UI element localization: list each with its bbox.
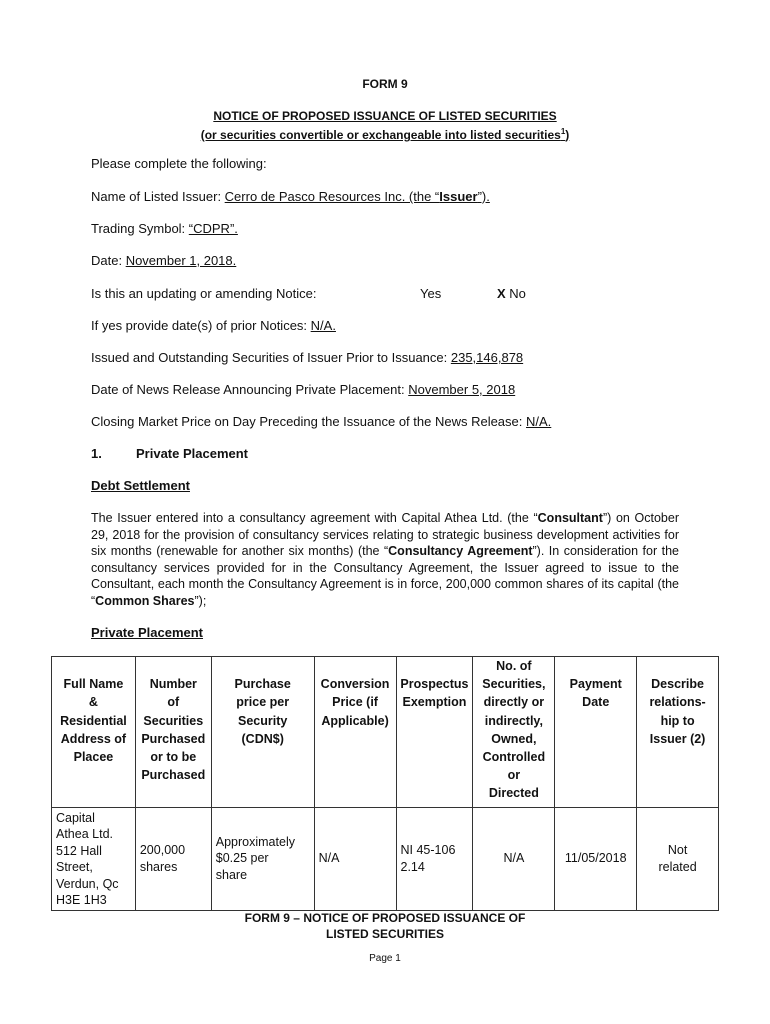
table-row: [52, 807, 719, 910]
header-cell-name: [52, 657, 136, 808]
placees-table: [51, 656, 719, 911]
news-value: November 5, 2018: [408, 382, 516, 397]
symbol-label: Trading Symbol:: [91, 221, 189, 236]
header-line: Exemption: [402, 695, 467, 710]
footer-line-2: LISTED SECURITIES: [325, 927, 444, 941]
outstanding-value: 235,146,878: [450, 350, 524, 365]
no-label: No: [509, 286, 526, 301]
para-part-3: ”). In consideration for the consultancy services provided for in the Consultancy Agreement, the Issuer agreed to issue to the Consultant, each month the Consultancy Agreement is in force, 200,000 common shares of its capital (the “: [91, 544, 679, 608]
header-line: Directed: [488, 786, 539, 801]
debt-settlement-heading: Debt Settlement: [91, 478, 190, 493]
date-field: [91, 253, 236, 269]
header-cell-number: [135, 657, 211, 808]
date-value: November 1, 2018.: [125, 253, 237, 268]
outstanding-label: Issued and Outstanding Securities of Issuer Prior to Issuance:: [91, 350, 451, 365]
closing-label: Closing Market Price on Day Preceding the Issuance of the News Release:: [91, 414, 526, 429]
no-checkmark: X: [497, 286, 506, 301]
header-line: No. of: [496, 659, 532, 673]
issuer-value: [225, 189, 490, 204]
header-line: Issuer (2): [649, 731, 706, 746]
header-line: Price (if: [332, 695, 378, 710]
header-line: Purchased: [141, 768, 206, 783]
number-line: 200,000: [139, 843, 186, 858]
cell-relationship: [637, 807, 719, 910]
cell-payment-date: 11/05/2018: [555, 807, 637, 910]
header-line: Number: [149, 677, 197, 692]
page-number: Page 1: [369, 953, 401, 964]
news-release-field: [91, 382, 515, 398]
term-consultancy-agreement: Consultancy Agreement: [388, 544, 533, 558]
symbol-value: “CDPR”.: [188, 221, 238, 236]
cell-placee: [52, 807, 136, 910]
debt-settlement-paragraph: [91, 510, 679, 609]
para-part-4: ”);: [194, 593, 207, 608]
header-line: Securities,: [482, 677, 546, 692]
header-line: hip to: [660, 713, 695, 728]
header-line: Full Name: [63, 677, 124, 692]
placee-line: 512 Hall: [56, 843, 102, 858]
header-cell-payment: [555, 657, 637, 808]
date-label: Date:: [91, 253, 126, 268]
prior-value: N/A.: [310, 318, 336, 333]
prior-label: If yes provide date(s) of prior Notices:: [91, 318, 311, 333]
footnote-ref: 1: [560, 127, 566, 136]
exemption-line: NI 45-106: [400, 843, 456, 858]
private-placement-heading: Private Placement: [91, 625, 204, 640]
closing-value: N/A.: [526, 414, 552, 429]
section-number: 1.: [91, 446, 102, 461]
price-line: Approximately: [215, 834, 295, 849]
news-label: Date of News Release Announcing Private Placement:: [91, 382, 409, 397]
exemption-line: 2.14: [400, 859, 425, 874]
placee-line: Verdun, Qc: [56, 876, 119, 891]
issuer-defined-term: Issuer: [439, 189, 478, 204]
header-line: Applicable): [321, 713, 389, 728]
cell-number: [135, 807, 211, 910]
header-line: indirectly,: [484, 713, 543, 728]
subtitle-close: ): [565, 128, 570, 142]
header-line: directly or: [483, 695, 545, 710]
issuer-value-pre: Cerro de Pasco Resources Inc. (the “: [224, 189, 440, 204]
price-line: $0.25 per: [215, 851, 269, 866]
header-cell-owned: [473, 657, 555, 808]
header-line: Controlled: [482, 750, 546, 765]
header-line: Owned,: [491, 731, 537, 746]
page-subtitle: [0, 124, 770, 143]
relationship-line: Not: [667, 843, 688, 858]
placee-line: Capital: [56, 810, 95, 825]
closing-price-field: [91, 414, 551, 430]
table-header-row: [52, 657, 719, 808]
header-line: Prospectus: [400, 677, 469, 692]
no-option: [497, 286, 526, 302]
header-line: or: [507, 768, 521, 783]
para-part-1: The Issuer entered into a consultancy agreement with Capital Athea Ltd. (the “: [91, 511, 538, 525]
issuer-field: [91, 189, 490, 205]
header-line: or to be: [150, 750, 197, 765]
header-line: Date: [582, 695, 610, 710]
header-line: Conversion: [320, 677, 390, 692]
relationship-line: related: [658, 859, 697, 874]
subtitle-text: (or securities convertible or exchangeable into listed securities: [200, 128, 561, 142]
header-line: Securities: [143, 713, 204, 728]
header-line: Placee: [73, 750, 114, 765]
header-line: (CDN$): [241, 731, 284, 746]
header-line: price per: [236, 695, 290, 710]
header-line: Residential: [60, 713, 127, 728]
cell-price: [211, 807, 314, 910]
page-title: NOTICE OF PROPOSED ISSUANCE OF LISTED SECURITIES: [213, 109, 557, 123]
issuer-label: Name of Listed Issuer:: [91, 189, 225, 204]
header-cell-price: [211, 657, 314, 808]
header-line: of: [167, 695, 180, 710]
cell-exemption: [396, 807, 473, 910]
header-line: Purchase: [234, 677, 291, 692]
issuer-value-post: ”).: [477, 189, 490, 204]
number-line: shares: [139, 859, 178, 874]
section-heading: Private Placement: [136, 446, 249, 461]
header-cell-conversion: [314, 657, 396, 808]
placee-line: H3E 1H3: [56, 893, 107, 908]
header-line: relations-: [649, 695, 706, 710]
footer-line-1: FORM 9 – NOTICE OF PROPOSED ISSUANCE OF: [244, 911, 526, 925]
instruction-text: Please complete the following:: [91, 156, 267, 171]
form-label: FORM 9: [362, 77, 408, 91]
term-consultant: Consultant: [537, 511, 603, 525]
header-cell-exemption: [396, 657, 473, 808]
price-line: share: [215, 867, 248, 882]
prior-notices-field: [91, 318, 336, 334]
symbol-field: [91, 221, 238, 237]
para-part-2: ”) on October 29, 2018 for the provision of consultancy services relating to strategic business development activities for six months (renewable for another six months) (the “: [91, 511, 679, 558]
header-line: &: [88, 695, 98, 710]
header-line: Address of: [60, 731, 127, 746]
header-line: Security: [238, 713, 288, 728]
placee-line: Street,: [56, 860, 93, 875]
placee-line: Athea Ltd.: [56, 827, 113, 842]
outstanding-field: [91, 350, 523, 366]
amending-label: Is this an updating or amending Notice:: [91, 286, 317, 301]
cell-owned: N/A: [473, 807, 555, 910]
header-cell-relationship: [637, 657, 719, 808]
header-line: Describe: [651, 677, 704, 692]
header-line: Purchased: [141, 731, 206, 746]
header-line: Payment: [569, 677, 622, 692]
term-common-shares: Common Shares: [95, 593, 195, 608]
yes-option: Yes: [420, 286, 442, 301]
cell-conversion: N/A: [314, 807, 396, 910]
